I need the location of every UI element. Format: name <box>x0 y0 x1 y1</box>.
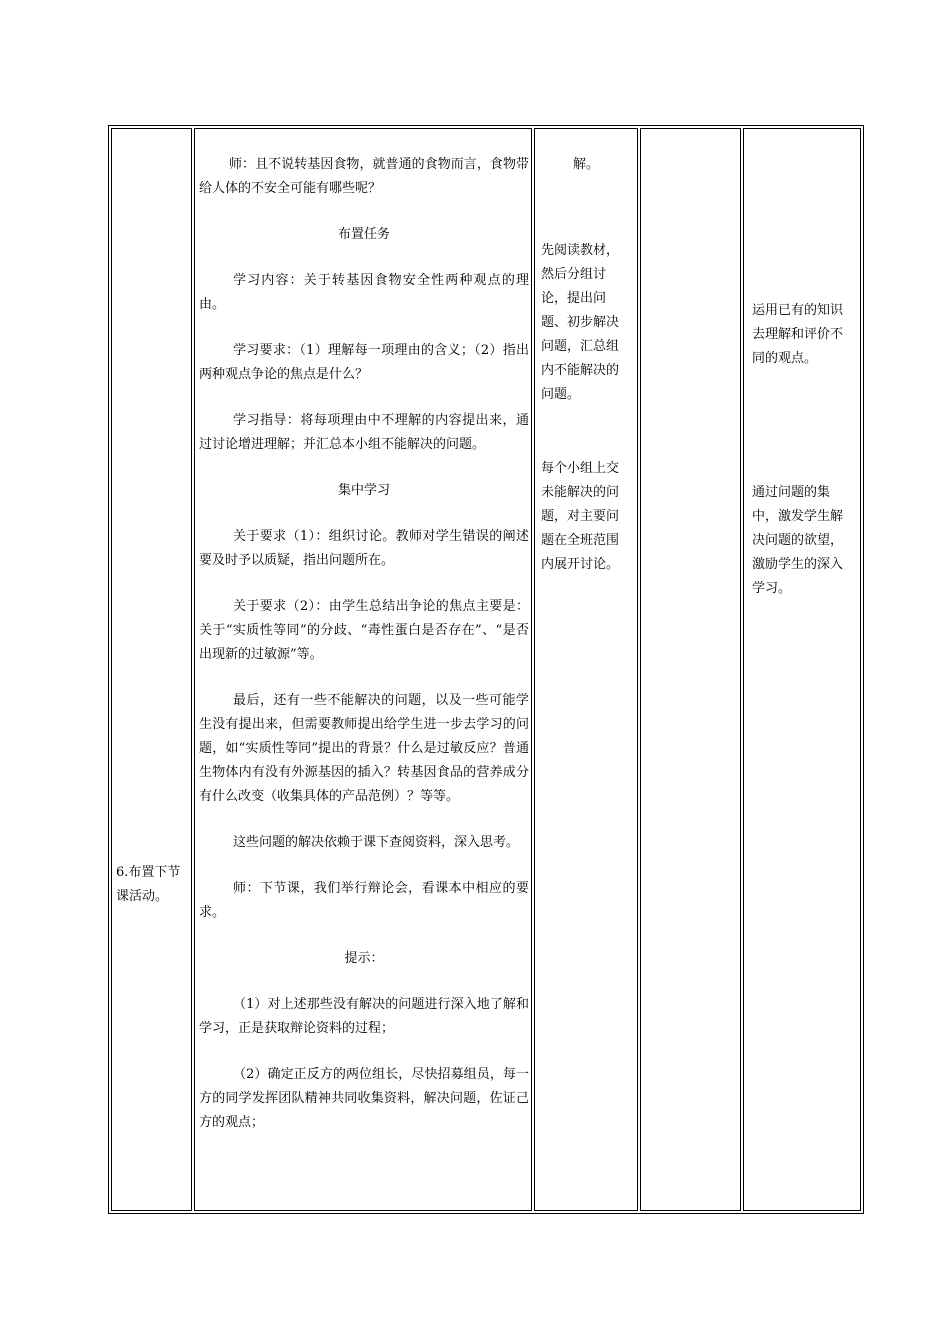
design-intent-cell <box>743 128 861 1211</box>
remaining-questions: 最后，还有一些不能解决的问题，以及一些可能学生没有提出来，但需要教师提出给学生进一步去学习的问题，如“实质性等同”提出的背景？什么是过敏反应？普通生物体内有没有外源基因的插入？转基因食品的营养成分有什么改变（收集具体的产品范例）？等等。 <box>199 693 529 804</box>
tips-heading: 提示： <box>344 951 384 966</box>
section-heading-group-study: 集中学习 <box>337 483 390 498</box>
debate-announcement: 师：下节课，我们举行辩论会，看课本中相应的要求。 <box>199 881 529 920</box>
tip-1: （1）对上述那些没有解决的问题进行深入地了解和学习，正是获取辩论资料的过程； <box>199 997 529 1036</box>
requirement-2-note: 关于要求（2）：由学生总结出争论的焦点主要是：关于“实质性等同”的分歧、“毒性蛋白是否存在”、“是否出现新的过敏源”等。 <box>199 599 529 662</box>
stage-cell <box>111 128 192 1211</box>
learning-content: 学习内容：关于转基因食物安全性两种观点的理由。 <box>199 273 529 312</box>
requirement-1-note: 关于要求（1）：组织讨论。教师对学生错误的阐述要及时予以质疑，指出问题所在。 <box>199 529 529 568</box>
lesson-plan-table <box>108 125 864 1214</box>
student-item: 先阅读教材，然后分组讨论，提出问题、初步解决问题，汇总组内不能解决的问题。 <box>541 243 620 402</box>
intent-item: 运用已有的知识去理解和评价不同的观点。 <box>752 303 844 366</box>
tip-2: （2）确定正反方的两位组长，尽快招募组员，每一方的同学发挥团队精神共同收集资料，解决问题，佐证己方的观点； <box>199 1067 529 1130</box>
section-heading-assign-task: 布置任务 <box>337 227 390 242</box>
media-cell <box>640 128 741 1211</box>
teacher-activity-cell <box>194 128 532 1211</box>
student-activity-cell <box>534 128 638 1211</box>
intent-item: 通过问题的集中，激发学生解决问题的欲望，激励学生的深入学习。 <box>752 485 844 596</box>
learning-guidance: 学习指导：将每项理由中不理解的内容提出来，通过讨论增进理解；并汇总本小组不能解决的问题。 <box>199 413 529 452</box>
stage-label: 6.布置下节课活动。 <box>116 865 181 904</box>
after-class-research: 这些问题的解决依赖于课下查阅资料，深入思考。 <box>233 835 520 850</box>
learning-requirements: 学习要求：（1）理解每一项理由的含义；（2）指出两种观点争论的焦点是什么？ <box>199 343 529 382</box>
student-item: 每个小组上交未能解决的问题，对主要问题在全班范围内展开讨论。 <box>541 461 620 572</box>
teacher-question: 师：且不说转基因食物，就普通的食物而言，食物带给人体的不安全可能有哪些呢？ <box>199 157 529 196</box>
student-item: 解。 <box>572 157 599 172</box>
table-row <box>111 128 861 1211</box>
